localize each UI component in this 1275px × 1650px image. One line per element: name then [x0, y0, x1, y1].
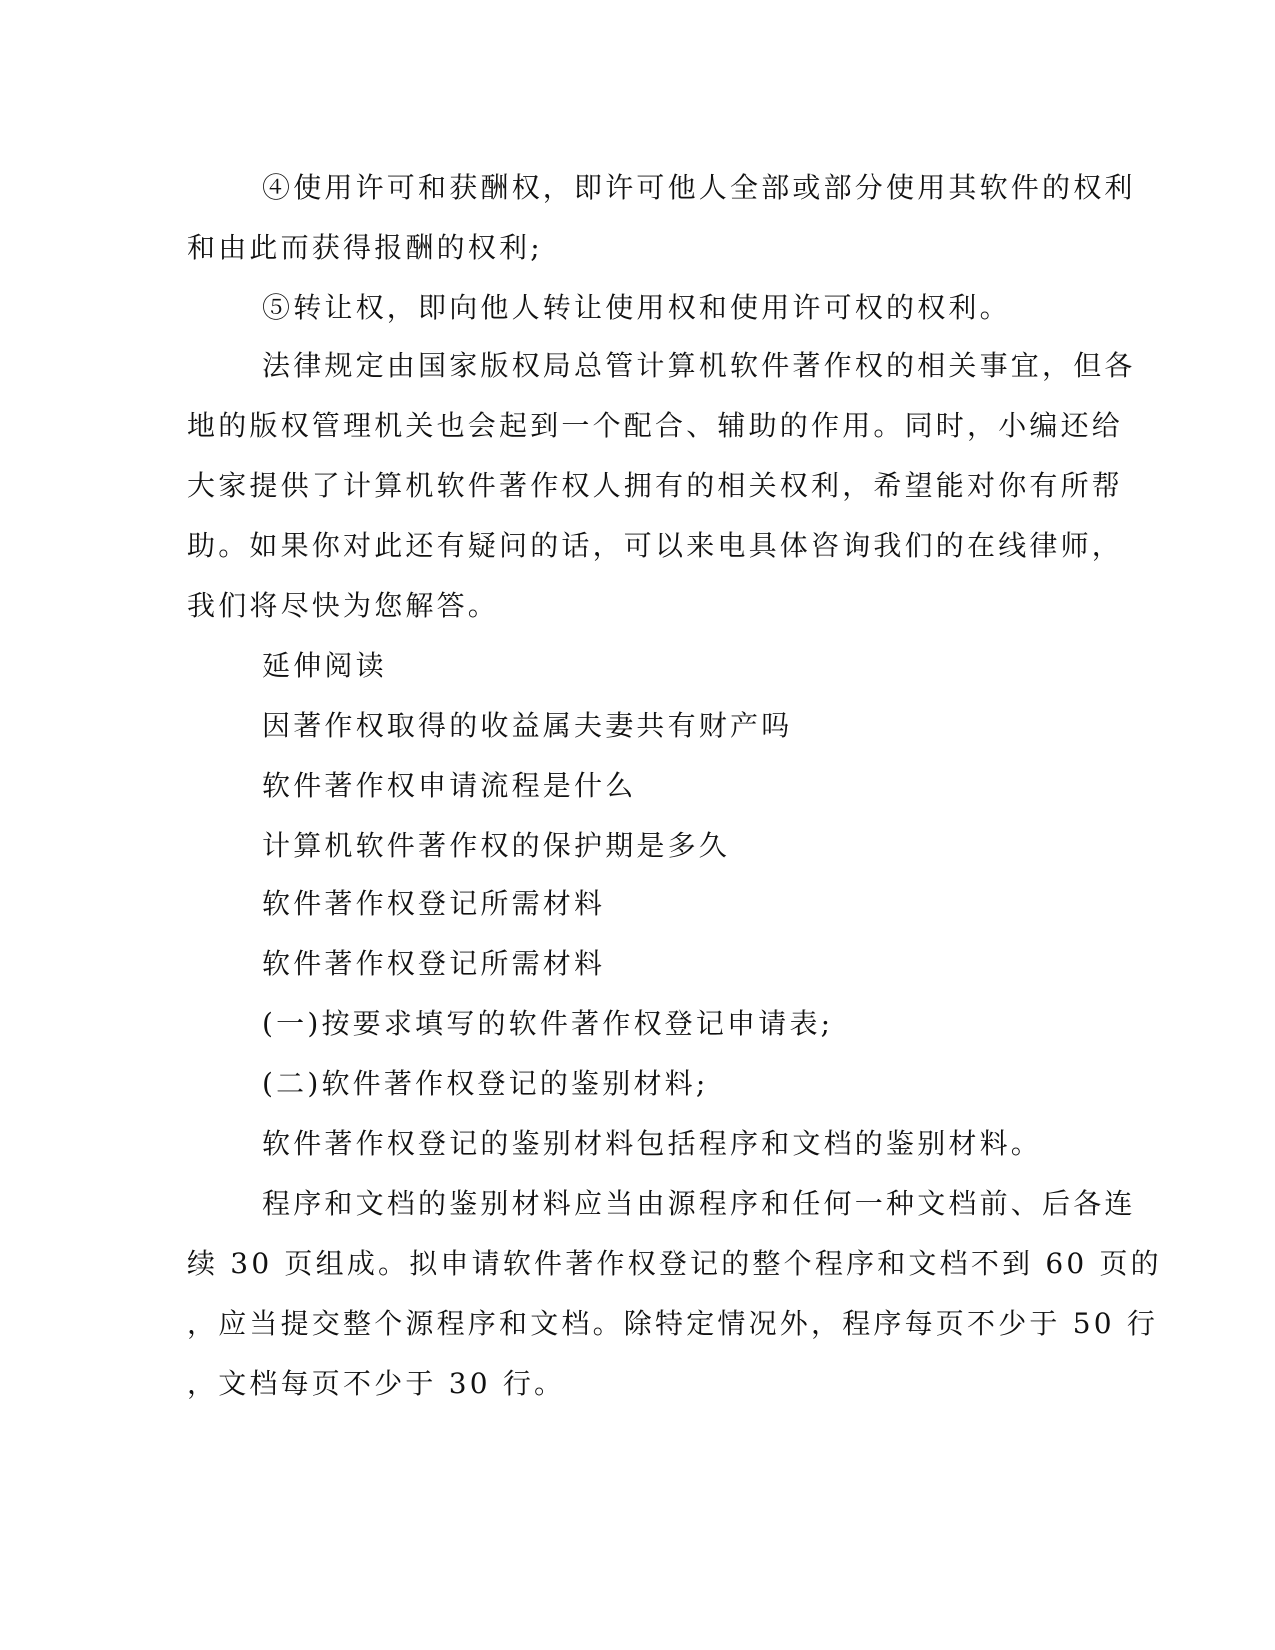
- section-heading: 延伸阅读: [262, 649, 387, 682]
- reading-link-line: 软件著作权申请流程是什么: [262, 769, 637, 802]
- paragraph-line: 法律规定由国家版权局总管计算机软件著作权的相关事宜，但各: [262, 349, 1136, 382]
- paragraph-line: 程序和文档的鉴别材料应当由源程序和任何一种文档前、后各连: [262, 1187, 1136, 1220]
- paragraph-line: ，文档每页不少于 30 行。: [187, 1367, 566, 1400]
- paragraph-line: 软件著作权登记的鉴别材料包括程序和文档的鉴别材料。: [262, 1127, 1043, 1160]
- paragraph-line: ⑤转让权，即向他人转让使用权和使用许可权的权利。: [262, 291, 1011, 324]
- paragraph-line: 续 30 页组成。拟申请软件著作权登记的整个程序和文档不到 60 页的: [187, 1247, 1162, 1280]
- subheading-line: 软件著作权登记所需材料: [262, 947, 606, 980]
- reading-link-line: 软件著作权登记所需材料: [262, 887, 606, 920]
- paragraph-line: 我们将尽快为您解答。: [187, 589, 500, 622]
- reading-link-line: 计算机软件著作权的保护期是多久: [262, 829, 731, 862]
- paragraph-line: 助。如果你对此还有疑问的话，可以来电具体咨询我们的在线律师，: [187, 529, 1124, 562]
- paragraph-line: 和由此而获得报酬的权利;: [187, 231, 543, 264]
- paragraph-line: ④使用许可和获酬权，即许可他人全部或部分使用其软件的权利: [262, 171, 1136, 204]
- reading-link-line: 因著作权取得的收益属夫妻共有财产吗: [262, 709, 793, 742]
- paragraph-line: 地的版权管理机关也会起到一个配合、辅助的作用。同时，小编还给: [187, 409, 1124, 442]
- list-item-line: (二)软件著作权登记的鉴别材料;: [262, 1067, 709, 1100]
- paragraph-line: ，应当提交整个源程序和文档。除特定情况外，程序每页不少于 50 行: [187, 1307, 1159, 1340]
- paragraph-line: 大家提供了计算机软件著作权人拥有的相关权利，希望能对你有所帮: [187, 469, 1124, 502]
- list-item-line: (一)按要求填写的软件著作权登记申请表;: [262, 1007, 834, 1040]
